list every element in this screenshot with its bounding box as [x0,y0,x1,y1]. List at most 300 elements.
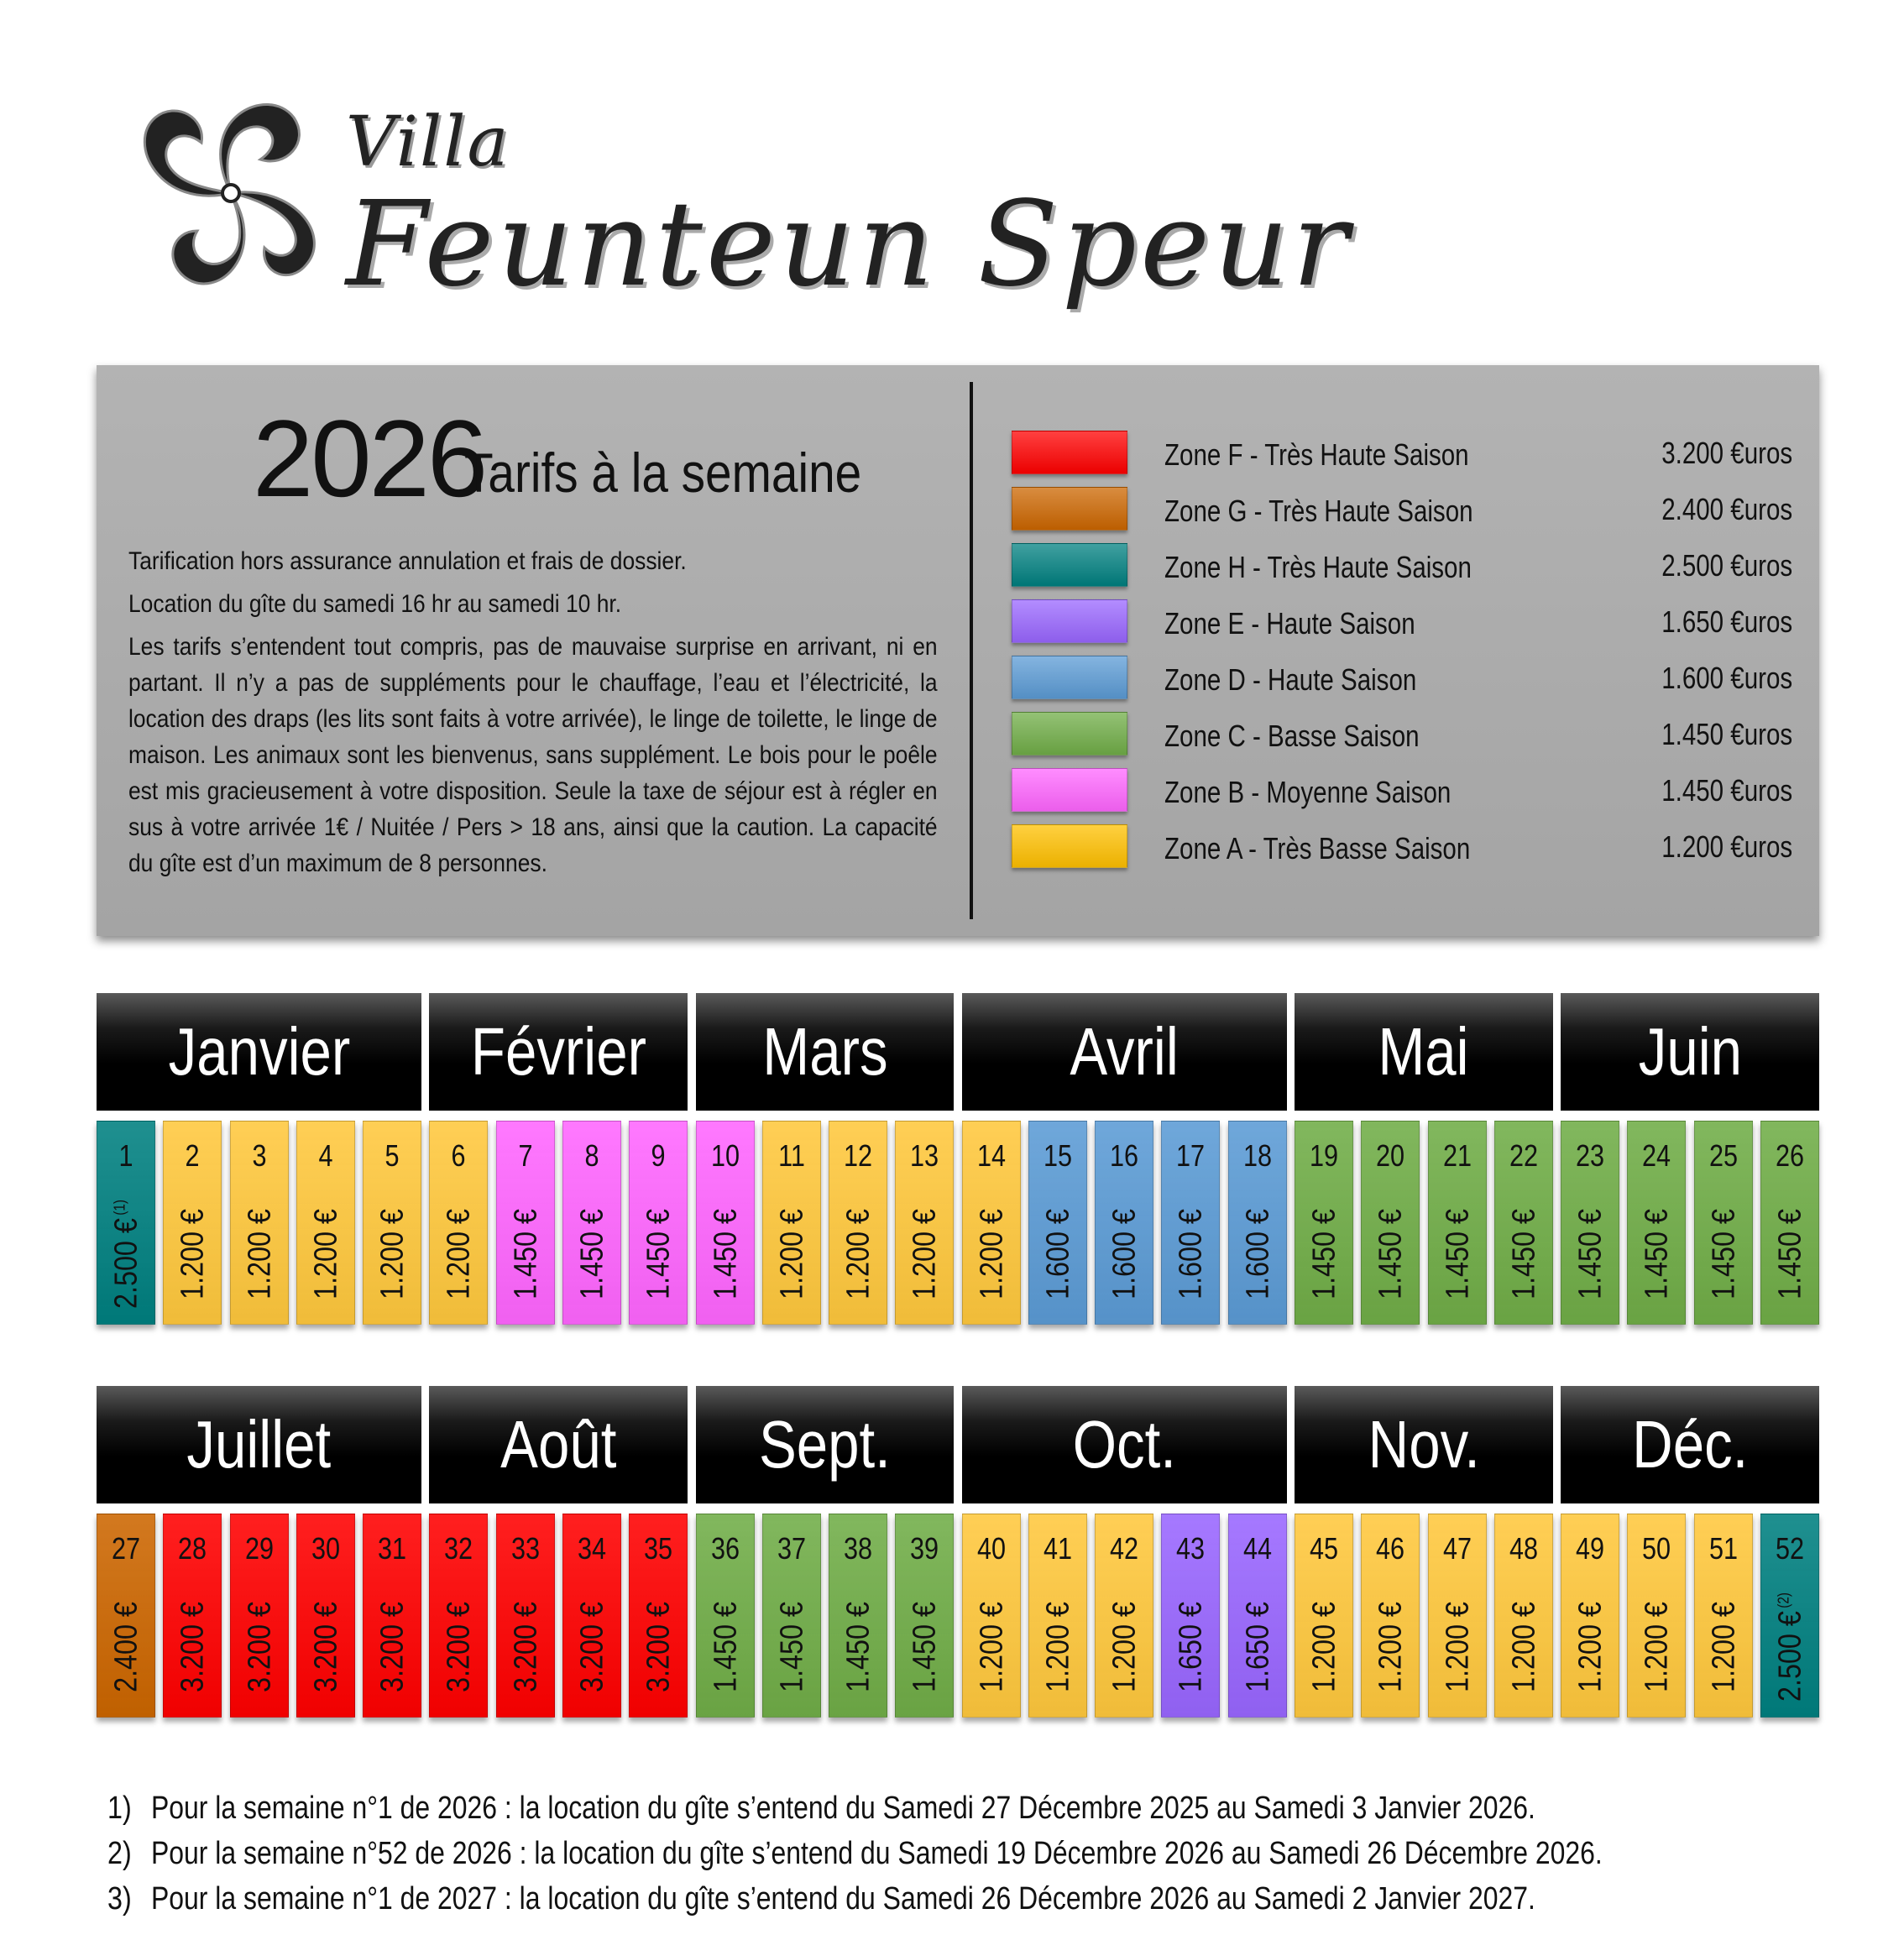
footnote-text: Pour la semaine n°52 de 2026 : la location du gîte s’entend du Samedi 19 Décembre 2026 au Samedi 26 Décembre 2026. [151,1836,1603,1871]
week-price [508,1602,544,1692]
week-price [442,1209,478,1299]
week-price-value: 3.200 € [441,1601,477,1692]
zone-legend [1012,431,1792,881]
zone-price: 1.200 €uros [1661,829,1792,864]
week-cell [97,1121,155,1325]
week-price-value: 1.200 € [1572,1601,1608,1692]
zone-swatch [1012,543,1127,587]
week-price-box [1362,1582,1420,1712]
week-cell [1760,1514,1819,1718]
week-number: 4 [318,1138,333,1173]
week-price-box [164,1189,222,1319]
week-price-box [563,1189,622,1319]
week-cells [97,1514,1819,1719]
footnote [107,1881,1828,1927]
week-price [1040,1209,1076,1299]
month-header [1561,1386,1819,1503]
footnote-number: 3) [107,1881,132,1916]
week-cell [962,1121,1021,1325]
footnote-number: 2) [107,1836,132,1871]
week-price [1373,1602,1410,1692]
footnote-text: Pour la semaine n°1 de 2027 : la location du gîte s’entend du Samedi 26 Décembre 2026 au Samedi 2 Janvier 2027. [151,1881,1535,1916]
week-price-box [697,1582,756,1712]
week-price [708,1602,744,1692]
week-cell [1095,1121,1153,1325]
week-price-value: 1.200 € [308,1208,344,1299]
week-cell [696,1514,755,1718]
week-number: 45 [1310,1531,1339,1566]
zone-row [1012,712,1792,768]
week-price-box [364,1189,422,1319]
week-cell [762,1514,821,1718]
week-price-box [963,1582,1022,1712]
week-price [1174,1209,1210,1299]
week-price [242,1209,278,1299]
week-cell [429,1121,488,1325]
zone-label: Zone H - Très Haute Saison [1164,550,1472,584]
week-price-box [364,1582,422,1712]
week-cell [1361,1121,1420,1325]
month-header [429,993,688,1111]
week-price-box [164,1582,222,1712]
week-cell [629,1121,688,1325]
week-price-value: 2.500 € [108,1217,144,1309]
week-number: 52 [1775,1531,1805,1566]
week-price-value: 1.450 € [1506,1208,1542,1299]
week-number: 33 [510,1531,540,1566]
week-price [1773,1592,1809,1702]
month-label: Déc. [1631,1407,1749,1482]
week-number: 10 [710,1138,740,1173]
info-paragraph: Les tarifs s’entendent tout compris, pas de mauvaise surprise en arrivant, ni en partant. Il n’y a pas de suppléments pour le chauffage, l’eau et l’électricité, la location des draps (les lits sont faits à votre arrivée), le linge de toilette, le linge de maison. Les animaux sont les bienvenus, sans supplément. Le bois pour le poêle est mis gracieusement à votre disposition. Seule la taxe de séjour est à régler en sus à votre arrivée 1€ / Nuitée / Pers > 18 ans, ainsi que la caution. La capacité du gîte est d’un maximum de 8 personnes. [128,633,938,877]
week-cell [496,1514,555,1718]
week-price-box [1628,1189,1687,1319]
zone-label: Zone D - Haute Saison [1164,662,1417,697]
info-line-1: Tarification hors assurance annulation et frais de dossier. [128,547,687,575]
zone-row [1012,768,1792,824]
month-label: Juin [1638,1014,1742,1089]
week-price-value: 1.200 € [1106,1601,1143,1692]
week-price-value: 1.650 € [1240,1601,1276,1692]
week-price [841,1602,877,1692]
week-price-value: 1.450 € [1306,1208,1342,1299]
week-price-value: 3.200 € [175,1601,211,1692]
week-cell [296,1121,355,1325]
week-number: 29 [244,1531,274,1566]
week-price [1240,1602,1276,1692]
month-header [962,993,1287,1111]
footnote [107,1791,1828,1836]
week-cell [895,1514,954,1718]
week-number: 3 [252,1138,267,1173]
week-price-value: 1.200 € [175,1208,211,1299]
zone-row [1012,487,1792,543]
week-price-box [896,1582,955,1712]
week-cell [363,1514,421,1718]
month-header [696,1386,955,1503]
week-price-value: 1.200 € [1373,1601,1409,1692]
week-price [1307,1209,1343,1299]
week-price [708,1209,744,1299]
week-price-box [1761,1582,1820,1712]
week-cell [1561,1121,1619,1325]
week-cell [895,1121,954,1325]
week-number: 47 [1442,1531,1472,1566]
week-price-note: (2) [1775,1592,1792,1608]
week-price-box [630,1189,688,1319]
week-number: 1 [118,1138,133,1173]
week-price [974,1602,1010,1692]
week-price-value: 1.450 € [1572,1208,1608,1299]
week-number: 25 [1708,1138,1738,1173]
week-price [175,1602,212,1692]
week-price-box [1761,1189,1820,1319]
week-price-box [1162,1582,1221,1712]
week-price [1640,1602,1676,1692]
week-price-box [497,1189,556,1319]
week-cell [230,1121,289,1325]
month-label: Février [470,1014,646,1089]
week-price [1773,1209,1809,1299]
week-price-box [1295,1582,1354,1712]
week-number: 18 [1242,1138,1272,1173]
week-cell [163,1121,222,1325]
week-price [1506,1209,1542,1299]
month-header [696,993,955,1111]
week-price-value: 2.500 € [1772,1610,1808,1702]
month-label: Janvier [168,1014,350,1089]
zone-label: Zone C - Basse Saison [1164,719,1420,753]
week-price-value: 1.450 € [641,1208,677,1299]
week-price-box [963,1189,1022,1319]
zone-swatch [1012,431,1127,474]
footnote-text: Pour la semaine n°1 de 2026 : la location du gîte s’entend du Samedi 27 Décembre 2025 au Samedi 3 Janvier 2026. [151,1791,1535,1826]
week-price-box [1561,1582,1620,1712]
week-price [1307,1602,1343,1692]
week-price-value: 3.200 € [242,1601,278,1692]
month-label: Août [500,1407,617,1482]
week-price [175,1209,212,1299]
week-price-value: 1.450 € [1706,1208,1742,1299]
week-cell [1161,1121,1220,1325]
week-price-value: 1.450 € [574,1208,610,1299]
zone-label: Zone B - Moyenne Saison [1164,775,1452,809]
zone-swatch [1012,487,1127,531]
week-price-value: 1.200 € [1639,1601,1675,1692]
week-price-box [1162,1189,1221,1319]
week-price [1706,1209,1742,1299]
week-price-value: 1.200 € [1440,1601,1476,1692]
week-number: 5 [384,1138,400,1173]
week-price-value: 1.200 € [1506,1601,1542,1692]
week-price-value: 1.600 € [1240,1208,1276,1299]
week-cell [1295,1121,1353,1325]
week-number: 12 [844,1138,873,1173]
week-price-box [697,1189,756,1319]
week-price-box [1695,1582,1754,1712]
week-price-value: 1.450 € [508,1208,544,1299]
week-number: 13 [910,1138,939,1173]
month-label: Mai [1378,1014,1470,1089]
week-price [308,1209,344,1299]
week-price-value: 1.200 € [441,1208,477,1299]
week-number: 32 [444,1531,473,1566]
week-cell [629,1514,688,1718]
zone-price: 1.600 €uros [1661,661,1792,695]
info-text [128,543,968,881]
week-price-box [1029,1189,1088,1319]
week-number: 27 [111,1531,141,1566]
week-price-value: 3.200 € [308,1601,344,1692]
week-price-box [1495,1582,1554,1712]
week-number: 26 [1775,1138,1805,1173]
month-header [962,1386,1287,1503]
week-number: 49 [1576,1531,1605,1566]
week-number: 28 [178,1531,207,1566]
week-cell [97,1514,155,1718]
week-price-box [297,1189,356,1319]
calendar-row-jan-jun [97,993,1819,1326]
week-price-value: 1.450 € [708,1601,744,1692]
week-price-value: 1.200 € [974,1601,1010,1692]
week-price-value: 1.450 € [907,1601,943,1692]
week-price-value: 1.450 € [840,1601,876,1692]
zone-swatch [1012,656,1127,699]
week-number: 30 [311,1531,340,1566]
week-price-value: 1.200 € [374,1208,411,1299]
week-price [508,1209,544,1299]
panel-divider [970,382,973,919]
page-subtitle: Tarifs à la semaine [464,442,862,504]
week-price [1373,1209,1410,1299]
week-number: 19 [1310,1138,1339,1173]
week-cell [1694,1514,1753,1718]
week-price [1440,1602,1476,1692]
zone-label: Zone A - Très Basse Saison [1164,831,1471,865]
week-price [375,1209,411,1299]
week-price [641,1209,677,1299]
week-price-box [1561,1189,1620,1319]
week-price-value: 3.200 € [574,1601,610,1692]
week-price [1640,1209,1676,1299]
week-number: 6 [451,1138,466,1173]
zone-label: Zone G - Très Haute Saison [1164,494,1473,528]
week-price-box [1229,1582,1288,1712]
week-price-value: 1.450 € [1639,1208,1675,1299]
week-price [1573,1209,1609,1299]
week-cell [296,1514,355,1718]
week-number: 20 [1376,1138,1405,1173]
month-header [97,993,421,1111]
week-price [574,1209,610,1299]
month-header [97,1386,421,1503]
week-cell [163,1514,222,1718]
week-price [774,1209,810,1299]
week-cell [562,1121,621,1325]
week-number: 31 [378,1531,407,1566]
zone-label: Zone E - Haute Saison [1164,606,1415,641]
week-price-value: 1.450 € [1440,1208,1476,1299]
week-price [109,1602,145,1692]
week-cells [97,1121,1819,1326]
week-number: 48 [1509,1531,1538,1566]
week-price-box [1429,1582,1488,1712]
week-number: 46 [1376,1531,1405,1566]
week-price-box [297,1582,356,1712]
week-number: 24 [1642,1138,1671,1173]
week-number: 38 [844,1531,873,1566]
week-price-box [1229,1189,1288,1319]
week-number: 43 [1176,1531,1206,1566]
month-headers [97,1386,1819,1503]
week-cell [962,1514,1021,1718]
week-price-box [497,1582,556,1712]
month-label: Oct. [1072,1407,1176,1482]
week-price-box [430,1582,489,1712]
week-cell [1627,1121,1686,1325]
week-cell [762,1121,821,1325]
week-cell [1428,1514,1487,1718]
week-price [1107,1602,1143,1692]
year-title: 2026 [253,397,486,520]
week-number: 37 [777,1531,806,1566]
week-number: 23 [1576,1138,1605,1173]
week-price-value: 1.200 € [242,1208,278,1299]
week-price-value: 1.200 € [1306,1601,1342,1692]
week-cell [1694,1121,1753,1325]
week-price [774,1602,810,1692]
week-cell [1028,1121,1087,1325]
footnotes [107,1791,1828,1927]
zone-price: 1.450 €uros [1661,717,1792,751]
week-number: 44 [1242,1531,1272,1566]
month-headers [97,993,1819,1111]
week-price-value: 3.200 € [508,1601,544,1692]
week-price [1573,1602,1609,1692]
week-price-box [1695,1189,1754,1319]
week-price-value: 1.600 € [1040,1208,1076,1299]
week-cell [1228,1514,1287,1718]
week-cell [1561,1514,1619,1718]
zone-row [1012,543,1792,599]
zone-price: 1.650 €uros [1661,604,1792,639]
week-price-value: 1.200 € [974,1208,1010,1299]
week-price-box [1096,1189,1154,1319]
week-number: 41 [1043,1531,1072,1566]
week-price-box [231,1582,290,1712]
zone-swatch [1012,824,1127,868]
week-number: 7 [518,1138,533,1173]
week-price-box [563,1582,622,1712]
week-cell [1095,1514,1153,1718]
zone-row [1012,599,1792,656]
week-cell [829,1121,887,1325]
week-price-box [1628,1582,1687,1712]
week-price-box [829,1189,888,1319]
zone-price: 1.450 €uros [1661,773,1792,808]
zone-price: 2.500 €uros [1661,548,1792,583]
week-price-value: 1.600 € [1173,1208,1209,1299]
month-label: Avril [1070,1014,1179,1089]
week-price-value: 1.450 € [708,1208,744,1299]
week-cell [1494,1121,1553,1325]
week-number: 16 [1110,1138,1139,1173]
week-price-value: 1.200 € [840,1208,876,1299]
week-number: 17 [1176,1138,1206,1173]
week-price-box [1096,1582,1154,1712]
week-cell [1361,1514,1420,1718]
month-label: Juillet [186,1407,332,1482]
week-price-box [829,1582,888,1712]
week-number: 2 [185,1138,200,1173]
week-price-box [1029,1582,1088,1712]
week-price-box [97,1582,156,1712]
week-number: 14 [976,1138,1006,1173]
week-price [1174,1602,1210,1692]
week-price [375,1602,411,1692]
week-price-value: 1.200 € [907,1208,943,1299]
week-price-box [763,1582,822,1712]
week-cell [696,1121,755,1325]
week-cell [1228,1121,1287,1325]
week-cell [829,1514,887,1718]
week-price-box [896,1189,955,1319]
zone-row [1012,431,1792,487]
week-number: 21 [1442,1138,1472,1173]
logo [126,84,1352,313]
week-cell [363,1121,421,1325]
week-price-value: 1.200 € [1040,1601,1076,1692]
month-header [1561,993,1819,1111]
week-cell [1760,1121,1819,1325]
week-price-value: 1.600 € [1106,1208,1143,1299]
week-price-value: 2.400 € [108,1601,144,1692]
week-cell [1627,1514,1686,1718]
footnote [107,1836,1828,1881]
week-cell [496,1121,555,1325]
week-cell [1161,1514,1220,1718]
week-price [1040,1602,1076,1692]
calendar-row-jul-dec [97,1386,1819,1719]
week-price [242,1602,278,1692]
week-cell [1494,1514,1553,1718]
week-price-box [1362,1189,1420,1319]
triskel-logo-icon [126,84,336,302]
week-price [908,1209,944,1299]
week-number: 34 [577,1531,606,1566]
week-price [1440,1209,1476,1299]
week-price-value: 1.200 € [1706,1601,1742,1692]
week-price-box [1495,1189,1554,1319]
week-price-value: 1.200 € [774,1208,810,1299]
week-price [109,1200,145,1309]
week-cell [1028,1514,1087,1718]
zone-swatch [1012,599,1127,643]
zone-row [1012,824,1792,881]
week-price-value: 1.450 € [774,1601,810,1692]
week-price [1240,1209,1276,1299]
week-price [974,1209,1010,1299]
week-price-value: 1.650 € [1173,1601,1209,1692]
week-price [574,1602,610,1692]
info-line-2: Location du gîte du samedi 16 hr au samedi 10 hr. [128,590,622,618]
week-price [1107,1209,1143,1299]
week-price-value: 1.450 € [1772,1208,1808,1299]
zone-price: 3.200 €uros [1661,436,1792,470]
month-label: Sept. [758,1407,891,1482]
week-number: 51 [1708,1531,1738,1566]
zone-swatch [1012,768,1127,812]
